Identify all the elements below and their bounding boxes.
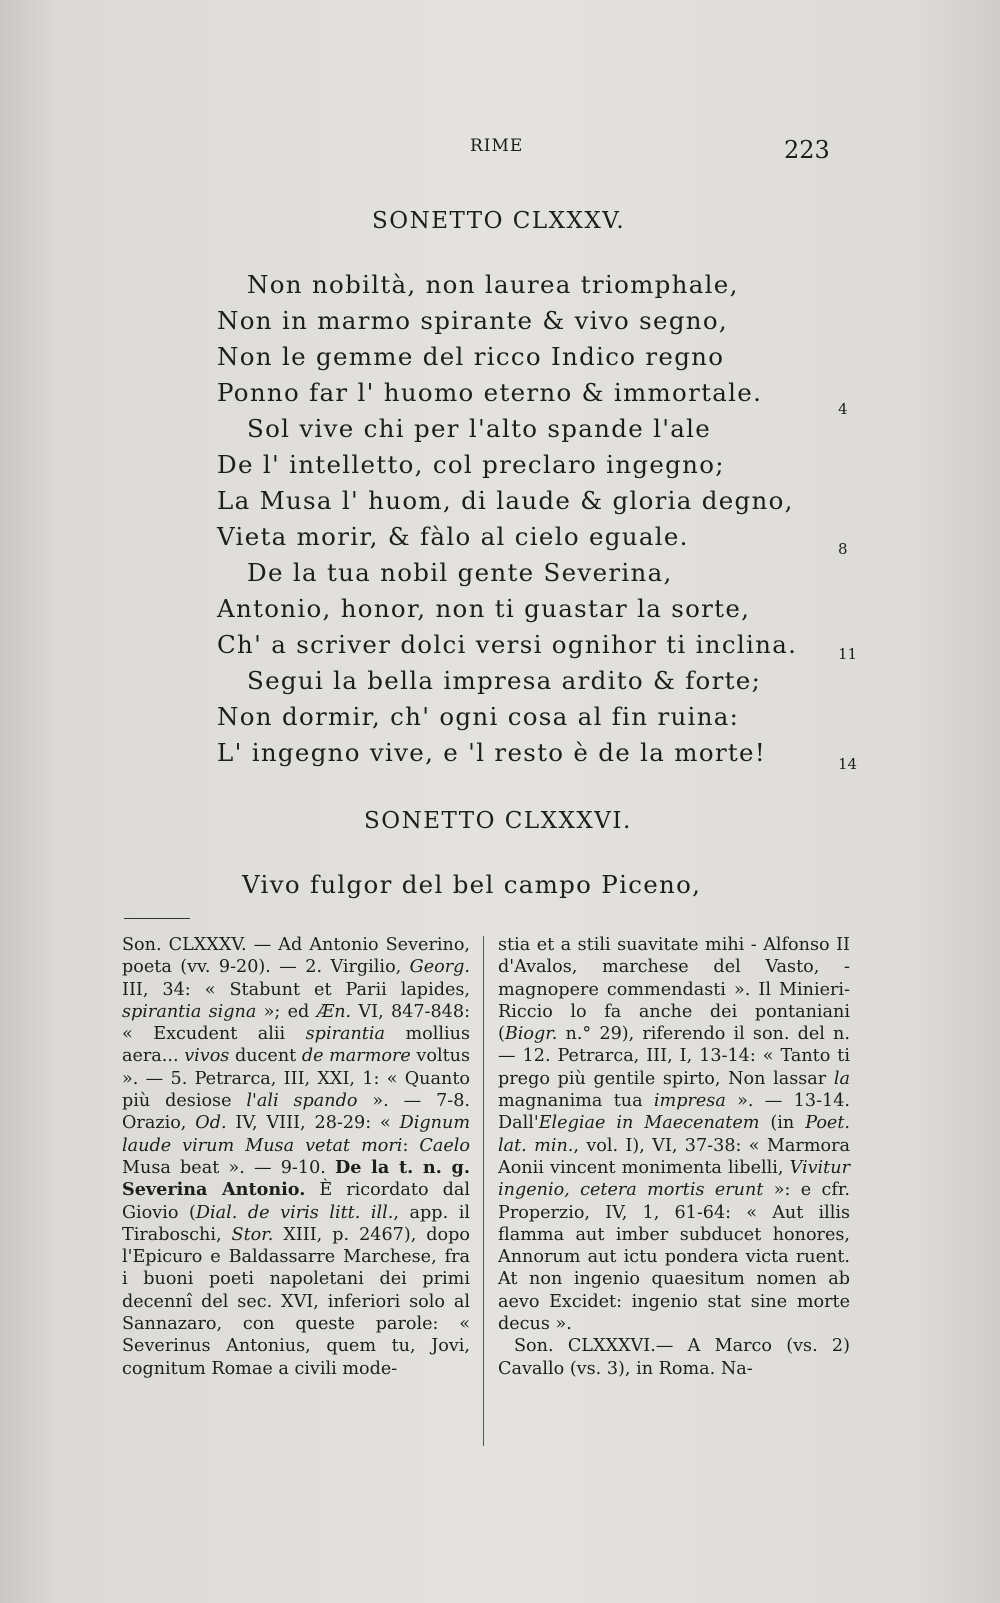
running-head: RIME — [470, 136, 524, 156]
footnote-rule — [124, 918, 190, 919]
column-divider — [483, 936, 484, 1446]
footnotes-left-column — [122, 934, 470, 1380]
footnotes-right-column — [498, 934, 850, 1380]
line-number: 14 — [838, 755, 858, 773]
book-page: RIME 223 SONETTO CLXXXV. Non nobiltà, non laurea triomphale, Non in marmo spirante & vivo segno, Non le gemme del ricco Indico regno Ponno far l' huomo eterno & immortale. Sol vive chi per l'alto spande l'ale De l' intelletto, col preclaro ingegno; La Musa l' huom, di laude & gloria degno, Vieta morir, & fàlo al cielo eguale. De la tua nobil gente Severina, Antonio, honor, non ti guastar la sorte, Ch' a scriver dolci versi ognihor ti inclina. Segui la bella impresa ardito & forte; Non dormir, ch' ogni cosa al fin ruina: L' ingegno vive, e 'l resto è de la morte! 4 8 11 14 SONETTO CLXXXVI. Vivo fulgor del bel campo Piceno, Son. CLXXXV. — Ad Antonio Severino, poeta (vv. 9-20). — 2. Virgilio, Georg. III, 34: « Stabunt et Parii lapides, spirantia signa »; ed Æn. VI, 847-848: « Excudent alii spirantia mollius aera... vivos ducent de marmore voltus ». — 5. Petrarca, III, XXI, 1: « Quanto più desiose l'ali spando ». — 7-8. Orazio, Od. IV, VIII, 28-29: « Dignum laude virum Musa vetat mori: Caelo Musa beat ». — 9-10. De la t. n. g. Severina Antonio. È ricordato dal Giovio (Dial. de viris litt. ill., app. il Tiraboschi, Stor. XIII, p. 2467), dopo l'Epicuro e Baldassarre Marchese, fra i buoni poeti napoletani dei primi decennî del sec. XVI, inferiori solo al Sannazaro, con queste parole: « Severinus Antonius, quem tu, Jovi, cognitum Romae a civili mode- stia et a stili suavitate mihi - Alfonso II d'Avalos, marchese del Vasto, - magnopere commendasti ». Il Minieri-Riccio lo fa anche dei pontaniani (Biogr. n.° 29), riferendo il son. del n. — 12. Petrarca, III, I, 13-14: « Tanto ti prego più gentile spirto, Non lassar la magnanima tua impresa ». — 13-14. Dall'Elegiae in Maecenatem (in Poet. lat. min., vol. I), VI, 37-38: « Marmora Aonii vincent monimenta libelli, Vivitur ingenio, cetera mortis erunt »: e cfr. Properzio, IV, 1, 61-64: « Aut illis flamma aut imber subducet honores, Annorum aut ictu pondera victa ruent. At non ingenio quaesitum nomen ab aevo Excidet: ingenio stat sine morte decus ». Son. CLXXXVI.— A Marco (vs. 2) Cavallo (vs. 3), in Roma. Na- — [0, 0, 1000, 1603]
line-number: 11 — [838, 645, 858, 663]
page-number: 223 — [784, 136, 830, 164]
sonnet-title: SONETTO CLXXXV. — [372, 208, 626, 234]
line-number: 4 — [838, 400, 848, 418]
line-number: 8 — [838, 540, 848, 558]
footnote-paragraph: stia et a stili suavitate mihi - Alfonso II d'Avalos, marchese del Vasto, - magnopere commendasti ». Il Minieri-Riccio lo fa anche dei pontaniani (Biogr. n.° 29), riferendo il son. del n. — 12. Petrarca, III, I, 13-14: « Tanto ti prego più gentile spirto, Non lassar la magnanima tua impresa ». — 13-14. Dall'Elegiae in Maecenatem (in Poet. lat. min., vol. I), VI, 37-38: « Marmora Aonii vincent monimenta libelli, Vivitur ingenio, cetera mortis erunt »: e cfr. Properzio, IV, 1, 61-64: « Aut illis flamma aut imber subducet honores, Annorum aut ictu pondera victa ruent. At non ingenio quaesitum nomen ab aevo Excidet: ingenio stat sine morte decus ». — [498, 935, 850, 1335]
footnote-paragraph: Son. CLXXXVI.— A Marco (vs. 2) Cavallo (vs. 3), in Roma. Na- — [498, 1336, 850, 1379]
footnote-paragraph: Son. CLXXXV. — Ad Antonio Severino, poeta (vv. 9-20). — 2. Virgilio, Georg. III, 34: « Stabunt et Parii lapides, spirantia signa »; ed Æn. VI, 847-848: « Excudent alii spirantia mollius aera... vivos ducent de marmore voltus ». — 5. Petrarca, III, XXI, 1: « Quanto più desiose l'ali spando ». — 7-8. Orazio, Od. IV, VIII, 28-29: « Dignum laude virum Musa vetat mori: Caelo Musa beat ». — 9-10. De la t. n. g. Severina Antonio. È ricordato dal Giovio (Dial. de viris litt. ill., app. il Tiraboschi, Stor. XIII, p. 2467), dopo l'Epicuro e Baldassarre Marchese, fra i buoni poeti napoletani dei primi decennî del sec. XVI, inferiori solo al Sannazaro, con queste parole: « Severinus Antonius, quem tu, Jovi, cognitum Romae a civili mode- — [122, 935, 471, 1379]
sonnet-title: SONETTO CLXXXVI. — [364, 808, 632, 834]
